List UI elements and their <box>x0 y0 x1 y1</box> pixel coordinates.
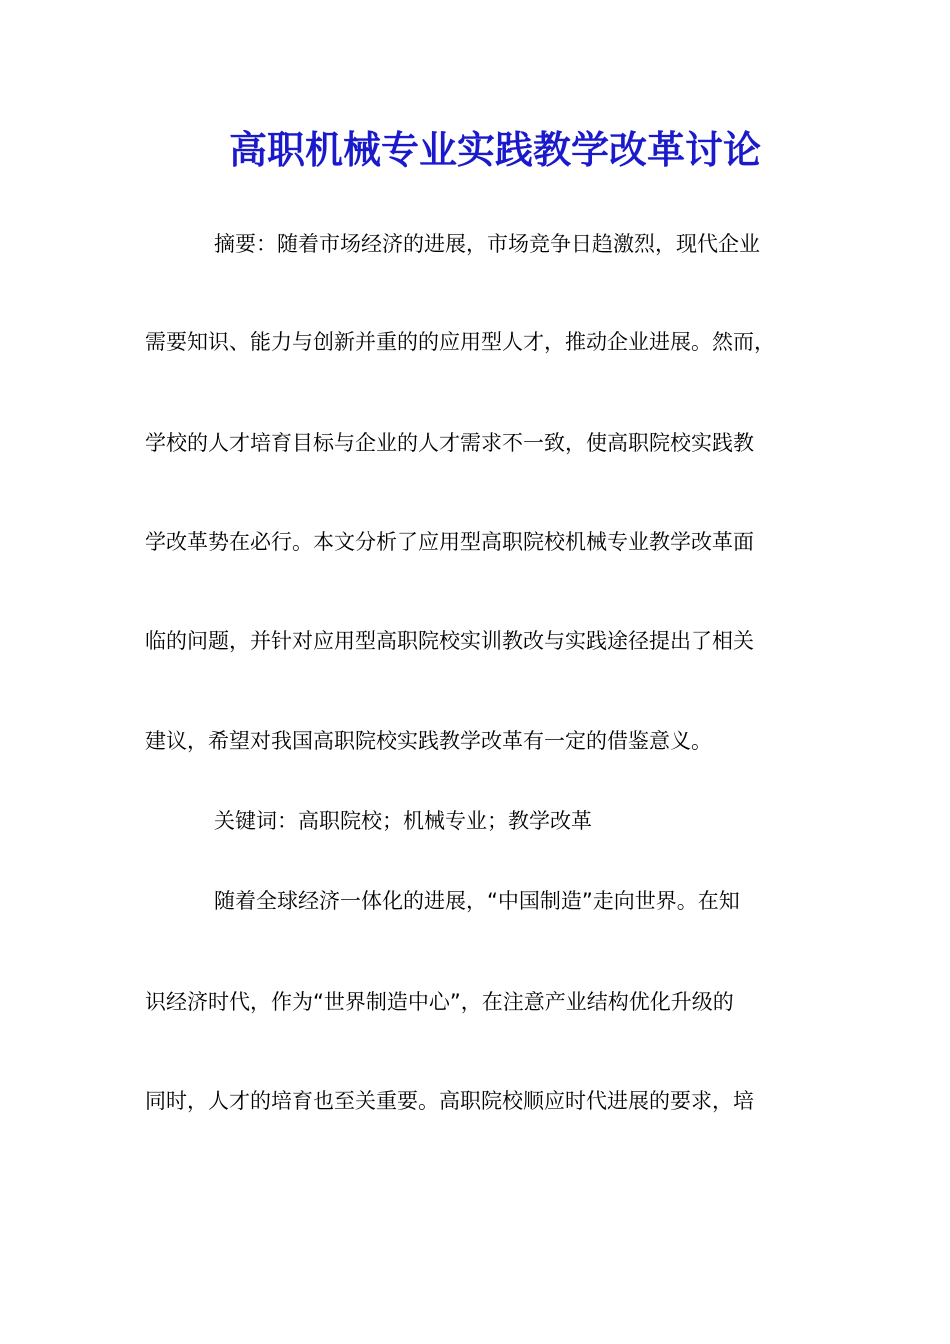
keywords-line: 关键词：高职院校；机械专业；教学改革 <box>214 809 592 833</box>
abstract-line-2: 需要知识、能力与创新并重的的应用型人才，推动企业进展。然而， <box>145 330 775 354</box>
abstract-line-6: 建议，希望对我国高职院校实践教学改革有一定的借鉴意义。 <box>145 729 712 753</box>
abstract-line-5: 临的问题，并针对应用型高职院校实训教改与实践途径提出了相关 <box>145 629 754 653</box>
abstract-line-3: 学校的人才培育目标与企业的人才需求不一致，使高职院校实践教 <box>145 431 754 455</box>
body-line-2: 识经济时代，作为“世界制造中心”，在注意产业结构优化升级的 <box>145 990 734 1014</box>
abstract-line-1: 摘要：随着市场经济的进展，市场竞争日趋激烈，现代企业 <box>214 232 760 256</box>
abstract-line-4: 学改革势在必行。本文分析了应用型高职院校机械专业教学改革面 <box>145 530 754 554</box>
document-title: 高职机械专业实践教学改革讨论 <box>228 127 761 172</box>
body-line-3: 同时，人才的培育也至关重要。高职院校顺应时代进展的要求，培 <box>145 1089 754 1113</box>
body-line-1: 随着全球经济一体化的进展，“中国制造”走向世界。在知 <box>214 889 740 913</box>
